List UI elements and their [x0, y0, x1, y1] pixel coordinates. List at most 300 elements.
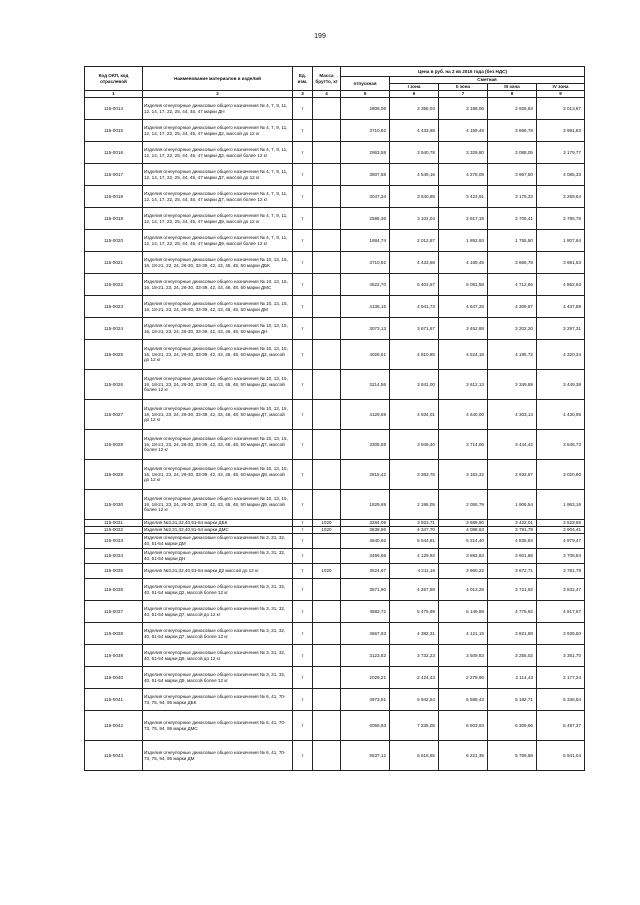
- row-zone-1-price: 4 941,73: [390, 296, 439, 318]
- row-release-price: 2808,06: [341, 98, 390, 120]
- row-code: 115-0025: [85, 340, 143, 370]
- row-name: Изделия огнеупорные динасовые общего назначения № 3, 31, 32, 40, 51-54 марки Д2, массой более 12 кг: [143, 579, 293, 601]
- row-mass: [313, 549, 341, 564]
- row-release-price: 4973,61: [341, 689, 390, 711]
- row-zone-1-price: 5 403,57: [390, 274, 439, 296]
- row-unit: т: [293, 564, 313, 579]
- row-unit: т: [293, 534, 313, 549]
- row-code: 115-0039: [85, 645, 143, 667]
- row-name: Изделия огнеупорные динасовые общего назначения № 3, 31, 32, 40, 51-54 марки Д7, массой более 12 кг: [143, 623, 293, 645]
- row-zone-3-price: 4 712,66: [488, 274, 537, 296]
- row-zone-1-price: 3 949,40: [390, 430, 439, 460]
- row-name: Изделия огнеупорные динасовые общего назначения № 6, 41, 70-73, 75, 94, 95 марки ДБК: [143, 689, 293, 711]
- table-row: [85, 98, 585, 120]
- row-zone-4-price: 3 935,50: [537, 623, 585, 645]
- row-zone-3-price: 3 422,01: [488, 520, 537, 527]
- table-row: [85, 520, 585, 527]
- row-zone-1-price: 5 544,81: [390, 534, 439, 549]
- row-zone-1-price: 3 363,76: [390, 460, 439, 490]
- row-code: 115-0015: [85, 120, 143, 142]
- row-zone-3-price: 3 791,79: [488, 527, 537, 534]
- col-num: 3: [293, 91, 313, 98]
- col-num: 7: [439, 91, 488, 98]
- row-zone-2-price: 4 524,18: [439, 340, 488, 370]
- table-row: [85, 208, 585, 230]
- table-row: [85, 370, 585, 400]
- row-zone-2-price: 6 221,35: [439, 741, 488, 771]
- row-unit: т: [293, 549, 313, 564]
- header-zone-3: III зона: [488, 84, 537, 91]
- row-code: 115-0041: [85, 689, 143, 711]
- row-unit: т: [293, 142, 313, 164]
- row-zone-1-price: 4 382,31: [390, 623, 439, 645]
- row-zone-3-price: 3 967,50: [488, 164, 537, 186]
- row-zone-4-price: 5 941,04: [537, 741, 585, 771]
- row-release-price: 5537,12: [341, 741, 390, 771]
- row-zone-4-price: 3 832,47: [537, 579, 585, 601]
- row-mass: [313, 645, 341, 667]
- row-unit: т: [293, 711, 313, 741]
- col-num: 5: [341, 91, 390, 98]
- row-unit: т: [293, 296, 313, 318]
- row-mass: 1020: [313, 527, 341, 534]
- table-row: [85, 601, 585, 623]
- header-price-title: Цена в руб. на 2 кв 2016 года (без НДС): [341, 67, 585, 77]
- row-code: 115-0020: [85, 230, 143, 252]
- table-row: [85, 460, 585, 490]
- row-zone-4-price: 3 708,84: [537, 549, 585, 564]
- row-unit: т: [293, 741, 313, 771]
- row-mass: [313, 120, 341, 142]
- row-name: Изделия огнеупорные динасовые общего назначения № 3, 31, 32, 40, 51-54 марки ДН: [143, 549, 293, 564]
- row-zone-4-price: 3 904,41: [537, 527, 585, 534]
- row-zone-3-price: 3 349,89: [488, 370, 537, 400]
- row-zone-1-price: 3 732,23: [390, 645, 439, 667]
- table-row: [85, 623, 585, 645]
- table-row: [85, 490, 585, 520]
- row-mass: [313, 208, 341, 230]
- row-zone-2-price: 2 917,19: [439, 208, 488, 230]
- row-zone-3-price: 4 195,72: [488, 340, 537, 370]
- row-zone-2-price: 5 214,40: [439, 534, 488, 549]
- row-zone-2-price: 6 803,93: [439, 711, 488, 741]
- row-zone-1-price: 3 102,04: [390, 208, 439, 230]
- row-name: Изделия огнеупорные динасовые общего назначения № 4, 7, 9, 11, 12, 14, 17, 22, 25, 44, 45, 47 марки Д9, массой более 12 кг: [143, 230, 293, 252]
- row-unit: т: [293, 164, 313, 186]
- row-name: Изделия огнеупорные динасовые общего назначения № 4, 7, 9, 11, 12, 14, 17, 22, 25, 44, 45, 47 марки Д2, массой более 12 кг: [143, 142, 293, 164]
- table-row: [85, 564, 585, 579]
- row-unit: т: [293, 400, 313, 430]
- price-table: [84, 66, 585, 771]
- row-zone-4-price: 2 785,76: [537, 208, 585, 230]
- row-release-price: 3305,59: [341, 430, 390, 460]
- row-unit: т: [293, 252, 313, 274]
- table-row: [85, 274, 585, 296]
- row-zone-1-price: 4 267,58: [390, 579, 439, 601]
- header-zone-1: I зона: [390, 84, 439, 91]
- row-release-price: 4026,61: [341, 340, 390, 370]
- row-zone-3-price: 4 775,92: [488, 601, 537, 623]
- row-zone-3-price: 2 114,43: [488, 667, 537, 689]
- row-name: Изделия огнеупорные динасовые общего назначения № 10, 13, 15, 16, 18-21, 23, 24, 26-30, 33-39, 42, 43, 46, 48, 50 марки Д7, массой до 12 кг: [143, 400, 293, 430]
- row-code: 115-0033: [85, 534, 143, 549]
- row-code: 115-0037: [85, 601, 143, 623]
- row-name: Изделия огнеупорные динасовые общего назначения № 10, 13, 15, 16, 18-21, 23, 24, 26-30, 33-39, 42, 43, 46, 48, 50 марки Д2, массой более 12 кг: [143, 370, 293, 400]
- table-row: [85, 186, 585, 208]
- row-mass: [313, 318, 341, 340]
- row-release-price: 3571,90: [341, 579, 390, 601]
- row-zone-2-price: 3 163,32: [439, 460, 488, 490]
- row-name: Изделия №3,31,32,40,51-54 марки ДМС: [143, 527, 293, 534]
- row-mass: [313, 142, 341, 164]
- row-zone-3-price: 3 202,20: [488, 318, 537, 340]
- row-mass: [313, 430, 341, 460]
- row-zone-1-price: 4 934,01: [390, 400, 439, 430]
- row-mass: [313, 296, 341, 318]
- row-zone-4-price: 3 179,77: [537, 142, 585, 164]
- row-code: 115-0032: [85, 527, 143, 534]
- row-zone-4-price: 2 177,24: [537, 667, 585, 689]
- row-unit: т: [293, 318, 313, 340]
- table-row: [85, 296, 585, 318]
- row-mass: [313, 230, 341, 252]
- row-unit: т: [293, 689, 313, 711]
- row-zone-1-price: 4 810,85: [390, 340, 439, 370]
- row-code: 115-0017: [85, 164, 143, 186]
- row-unit: т: [293, 601, 313, 623]
- row-code: 115-0016: [85, 142, 143, 164]
- row-zone-4-price: 4 852,63: [537, 274, 585, 296]
- table-row: [85, 142, 585, 164]
- row-zone-3-price: 4 309,87: [488, 296, 537, 318]
- row-zone-3-price: 3 866,78: [488, 252, 537, 274]
- row-code: 115-0040: [85, 667, 143, 689]
- row-unit: т: [293, 370, 313, 400]
- table-row: [85, 667, 585, 689]
- row-zone-1-price: 3 540,78: [390, 142, 439, 164]
- row-zone-4-price: 4 430,95: [537, 400, 585, 430]
- row-mass: [313, 601, 341, 623]
- row-unit: т: [293, 120, 313, 142]
- row-zone-2-price: 3 883,83: [439, 549, 488, 564]
- row-zone-4-price: 5 336,64: [537, 689, 585, 711]
- page-number: 199: [314, 33, 326, 40]
- row-name: Изделия огнеупорные динасовые общего назначения № 10, 13, 15, 16, 18-21, 23, 24, 26-30, 33-39, 42, 43, 46, 48, 50 марки ДМ: [143, 296, 293, 318]
- row-zone-1-price: 3 356,04: [390, 98, 439, 120]
- row-zone-4-price: 3 449,38: [537, 370, 585, 400]
- row-unit: т: [293, 186, 313, 208]
- column-number-row: [85, 91, 585, 98]
- row-release-price: 3807,58: [341, 164, 390, 186]
- row-mass: [313, 274, 341, 296]
- row-code: 115-0038: [85, 623, 143, 645]
- row-zone-4-price: 6 497,37: [537, 711, 585, 741]
- row-name: Изделия огнеупорные динасовые общего назначения № 6, 41, 70-73, 75, 94, 95 марки ДМ: [143, 741, 293, 771]
- row-release-price: 4640,92: [341, 534, 390, 549]
- row-name: Изделия огнеупорные динасовые общего назначения № 10, 13, 15, 16, 18-21, 23, 24, 26-30, 33-39, 42, 43, 46, 48, 50 марки ДН: [143, 318, 293, 340]
- row-code: 115-0028: [85, 430, 143, 460]
- row-zone-2-price: 4 159,49: [439, 120, 488, 142]
- row-code: 115-0023: [85, 296, 143, 318]
- row-code: 115-0022: [85, 274, 143, 296]
- col-num: 2: [143, 91, 293, 98]
- row-release-price: 6055,93: [341, 711, 390, 741]
- table-row: [85, 579, 585, 601]
- header-mass: Масса брутто, кг: [313, 67, 341, 91]
- table-row: [85, 252, 585, 274]
- row-zone-1-price: 3 841,00: [390, 370, 439, 400]
- row-zone-4-price: 3 013,87: [537, 98, 585, 120]
- row-name: Изделия огнеупорные динасовые общего назначения № 10, 13, 15, 16, 18-21, 23, 24, 26-30, 33-39, 42, 43, 46, 48, 50 марки Д9, массой до 12 кг: [143, 460, 293, 490]
- row-name: Изделия огнеупорные динасовые общего назначения № 10, 13, 15, 16, 18-21, 23, 24, 26-30, 33-39, 42, 43, 46, 48, 50 марки Д2, массой до 12 кг: [143, 340, 293, 370]
- header-code: Код ОКП, код отраслевой: [85, 67, 143, 91]
- row-zone-4-price: 3 981,83: [537, 120, 585, 142]
- row-name: Изделия №3,31,32,40,51-54 марки ДБК: [143, 520, 293, 527]
- row-zone-1-price: 2 186,05: [390, 490, 439, 520]
- row-release-price: 3667,93: [341, 623, 390, 645]
- row-code: 115-0019: [85, 208, 143, 230]
- row-zone-1-price: 4 129,92: [390, 549, 439, 564]
- row-unit: т: [293, 667, 313, 689]
- row-name: Изделия №3,31,32,40,51-54 марки Д2 массой до 12 кг: [143, 564, 293, 579]
- row-release-price: 2963,58: [341, 142, 390, 164]
- col-num: 6: [390, 91, 439, 98]
- row-release-price: 4129,69: [341, 400, 390, 430]
- col-num: 9: [537, 91, 585, 98]
- row-name: Изделия огнеупорные динасовые общего назначения № 10, 13, 15, 16, 18-21, 23, 24, 26-30, 33-39, 42, 43, 46, 48, 50 марки Д9, массой более 12 кг: [143, 490, 293, 520]
- row-zone-3-price: 3 866,78: [488, 120, 537, 142]
- row-unit: т: [293, 490, 313, 520]
- row-code: 115-0014: [85, 98, 143, 120]
- row-code: 115-0024: [85, 318, 143, 340]
- row-release-price: 2029,21: [341, 667, 390, 689]
- header-estimate: Сметная: [390, 77, 585, 84]
- row-unit: т: [293, 208, 313, 230]
- row-mass: 1020: [313, 564, 341, 579]
- row-code: 115-0018: [85, 186, 143, 208]
- row-unit: т: [293, 520, 313, 527]
- header-release: отпускная: [341, 77, 390, 91]
- row-zone-3-price: 2 705,41: [488, 208, 537, 230]
- row-zone-3-price: 3 175,33: [488, 186, 537, 208]
- row-release-price: 3123,82: [341, 645, 390, 667]
- row-name: Изделия огнеупорные динасовые общего назначения № 3, 31, 32, 40, 51-54 марки Д9, массой до 12 кг: [143, 645, 293, 667]
- row-release-price: 3710,92: [341, 120, 390, 142]
- row-zone-4-price: 4 437,88: [537, 296, 585, 318]
- row-mass: [313, 164, 341, 186]
- row-zone-3-price: 3 255,02: [488, 645, 537, 667]
- table-row: [85, 689, 585, 711]
- row-zone-2-price: 4 640,00: [439, 400, 488, 430]
- row-release-price: 3524,67: [341, 564, 390, 579]
- row-zone-3-price: 3 672,71: [488, 564, 537, 579]
- row-name: Изделия огнеупорные динасовые общего назначения № 4, 7, 9, 11, 12, 14, 17, 22, 25, 44, 45, 47 марки Д7, массой до 12 кг: [143, 164, 293, 186]
- row-zone-2-price: 4 013,29: [439, 579, 488, 601]
- row-zone-3-price: 3 721,92: [488, 579, 537, 601]
- table-row: [85, 400, 585, 430]
- row-zone-2-price: 4 088,63: [439, 527, 488, 534]
- row-release-price: 1829,69: [341, 490, 390, 520]
- row-mass: [313, 623, 341, 645]
- row-code: 115-0029: [85, 460, 143, 490]
- row-name: Изделия огнеупорные динасовые общего назначения № 6, 41, 70-73, 75, 94, 95 марки ДМС: [143, 711, 293, 741]
- row-zone-2-price: 4 278,09: [439, 164, 488, 186]
- row-mass: [313, 490, 341, 520]
- row-zone-3-price: 3 088,05: [488, 142, 537, 164]
- row-name: Изделия огнеупорные динасовые общего назначения № 4, 7, 9, 11, 12, 14, 17, 22, 25, 44, 45, 47 марки Д2, массой до 12 кг: [143, 120, 293, 142]
- row-mass: [313, 340, 341, 370]
- row-code: 115-0026: [85, 370, 143, 400]
- row-code: 115-0030: [85, 490, 143, 520]
- row-unit: т: [293, 645, 313, 667]
- row-zone-3-price: 6 309,96: [488, 711, 537, 741]
- table-row: [85, 645, 585, 667]
- row-zone-3-price: 5 769,68: [488, 741, 537, 771]
- row-zone-3-price: 1 906,54: [488, 490, 537, 520]
- row-release-price: 3638,96: [341, 527, 390, 534]
- row-code: 115-0042: [85, 711, 143, 741]
- row-unit: т: [293, 579, 313, 601]
- row-zone-4-price: 3 546,73: [537, 430, 585, 460]
- row-mass: [313, 711, 341, 741]
- row-release-price: 3710,92: [341, 252, 390, 274]
- row-zone-2-price: 2 279,96: [439, 667, 488, 689]
- row-release-price: 2596,36: [341, 208, 390, 230]
- row-mass: [313, 579, 341, 601]
- row-zone-4-price: 4 085,33: [537, 164, 585, 186]
- row-zone-1-price: 6 615,65: [390, 741, 439, 771]
- row-mass: [313, 370, 341, 400]
- row-unit: т: [293, 527, 313, 534]
- row-zone-1-price: 7 235,05: [390, 711, 439, 741]
- row-mass: [313, 689, 341, 711]
- col-num: 4: [313, 91, 341, 98]
- row-zone-2-price: 3 509,83: [439, 645, 488, 667]
- table-row: [85, 164, 585, 186]
- row-zone-1-price: 4 433,68: [390, 120, 439, 142]
- table-row: [85, 340, 585, 370]
- col-num: 8: [488, 91, 537, 98]
- row-mass: [313, 252, 341, 274]
- row-unit: т: [293, 430, 313, 460]
- row-zone-3-price: 3 821,98: [488, 623, 537, 645]
- row-release-price: 3456,68: [341, 549, 390, 564]
- row-release-price: 4136,15: [341, 296, 390, 318]
- row-zone-2-price: 3 689,90: [439, 520, 488, 527]
- header-unit: Ед. изм.: [293, 67, 313, 91]
- row-mass: [313, 186, 341, 208]
- row-zone-4-price: 3 351,70: [537, 645, 585, 667]
- row-zone-4-price: 1 963,16: [537, 490, 585, 520]
- row-zone-2-price: 3 714,06: [439, 430, 488, 460]
- row-zone-3-price: 3 444,42: [488, 430, 537, 460]
- row-zone-4-price: 3 523,65: [537, 520, 585, 527]
- table-row: [85, 549, 585, 564]
- col-num: 1: [85, 91, 143, 98]
- row-code: 115-0027: [85, 400, 143, 430]
- row-mass: [313, 534, 341, 549]
- row-zone-1-price: 4 347,70: [390, 527, 439, 534]
- table-row: [85, 534, 585, 549]
- row-zone-2-price: 3 329,80: [439, 142, 488, 164]
- row-zone-1-price: 3 923,71: [390, 520, 439, 527]
- row-zone-2-price: 4 647,26: [439, 296, 488, 318]
- row-unit: т: [293, 274, 313, 296]
- row-zone-2-price: 5 149,89: [439, 601, 488, 623]
- row-mass: [313, 741, 341, 771]
- row-name: Изделия огнеупорные динасовые общего назначения № 4, 7, 9, 11, 12, 14, 17, 22, 25, 44, 45, 47 марки ДН: [143, 98, 293, 120]
- row-zone-3-price: 3 601,86: [488, 549, 537, 564]
- row-zone-1-price: 4 211,16: [390, 564, 439, 579]
- row-name: Изделия огнеупорные динасовые общего назначения № 10, 13, 15, 16, 18-21, 23, 24, 26-30, 33-39, 42, 43, 46, 48, 50 марки ДМС: [143, 274, 293, 296]
- row-mass: [313, 400, 341, 430]
- row-release-price: 3073,13: [341, 318, 390, 340]
- row-zone-4-price: 1 807,64: [537, 230, 585, 252]
- table-row: [85, 230, 585, 252]
- row-zone-1-price: 4 433,68: [390, 252, 439, 274]
- row-zone-2-price: 4 169,49: [439, 252, 488, 274]
- row-code: 115-0035: [85, 564, 143, 579]
- header-zone-2: II зона: [439, 84, 488, 91]
- row-release-price: 4583,72: [341, 601, 390, 623]
- header-name: Наименование материалов и изделий: [143, 67, 293, 91]
- row-release-price: 3284,09: [341, 520, 390, 527]
- row-name: Изделия огнеупорные динасовые общего назначения № 3, 31, 32, 40, 51-54 марки Д7, массой до 12 кг: [143, 601, 293, 623]
- table-row: [85, 430, 585, 460]
- row-zone-2-price: 4 121,19: [439, 623, 488, 645]
- table-row: [85, 741, 585, 771]
- row-mass: [313, 98, 341, 120]
- row-zone-2-price: 5 588,43: [439, 689, 488, 711]
- row-name: Изделия огнеупорные динасовые общего назначения № 10, 13, 15, 16, 18-21, 23, 24, 26-30, 33-39, 42, 43, 46, 48, 50 марки Д7, массой более 12 кг: [143, 430, 293, 460]
- row-zone-4-price: 4 979,47: [537, 534, 585, 549]
- row-zone-4-price: 3 297,31: [537, 318, 585, 340]
- row-code: 115-0034: [85, 549, 143, 564]
- table-row: [85, 120, 585, 142]
- row-zone-1-price: 3 671,67: [390, 318, 439, 340]
- row-zone-4-price: 4 320,34: [537, 340, 585, 370]
- row-mass: [313, 667, 341, 689]
- row-code: 115-0043: [85, 741, 143, 771]
- row-mass: 1020: [313, 520, 341, 527]
- row-name: Изделия огнеупорные динасовые общего назначения № 10, 13, 15, 16, 18-21, 23, 24, 26-30, 33-39, 42, 43, 46, 48, 50 марки ДБК: [143, 252, 293, 274]
- row-mass: [313, 460, 341, 490]
- row-zone-2-price: 3 452,88: [439, 318, 488, 340]
- row-code: 115-0036: [85, 579, 143, 601]
- row-zone-3-price: 5 182,71: [488, 689, 537, 711]
- row-zone-3-price: 2 933,67: [488, 460, 537, 490]
- row-release-price: 3214,56: [341, 370, 390, 400]
- header-zone-4: IV зона: [537, 84, 585, 91]
- row-zone-3-price: 1 755,50: [488, 230, 537, 252]
- row-zone-1-price: 5 475,99: [390, 601, 439, 623]
- row-zone-1-price: 3 640,88: [390, 186, 439, 208]
- row-zone-4-price: 3 781,79: [537, 564, 585, 579]
- table-row: [85, 527, 585, 534]
- row-zone-1-price: 4 549,16: [390, 164, 439, 186]
- row-zone-4-price: 3 981,63: [537, 252, 585, 274]
- row-release-price: 1684,74: [341, 230, 390, 252]
- row-zone-2-price: 3 612,13: [439, 370, 488, 400]
- row-name: Изделия огнеупорные динасовые общего назначения № 4, 7, 9, 11, 12, 14, 17, 22, 25, 44, 45, 47 марки Д9, массой до 12 кг: [143, 208, 293, 230]
- row-unit: т: [293, 230, 313, 252]
- row-zone-3-price: 2 926,63: [488, 98, 537, 120]
- row-zone-1-price: 5 942,54: [390, 689, 439, 711]
- row-zone-4-price: 3 269,64: [537, 186, 585, 208]
- row-zone-2-price: 5 081,58: [439, 274, 488, 296]
- row-name: Изделия огнеупорные динасовые общего назначения № 4, 7, 9, 11, 12, 14, 17, 22, 25, 44, 45, 47 марки Д7, массой более 12 кг: [143, 186, 293, 208]
- table-row: [85, 318, 585, 340]
